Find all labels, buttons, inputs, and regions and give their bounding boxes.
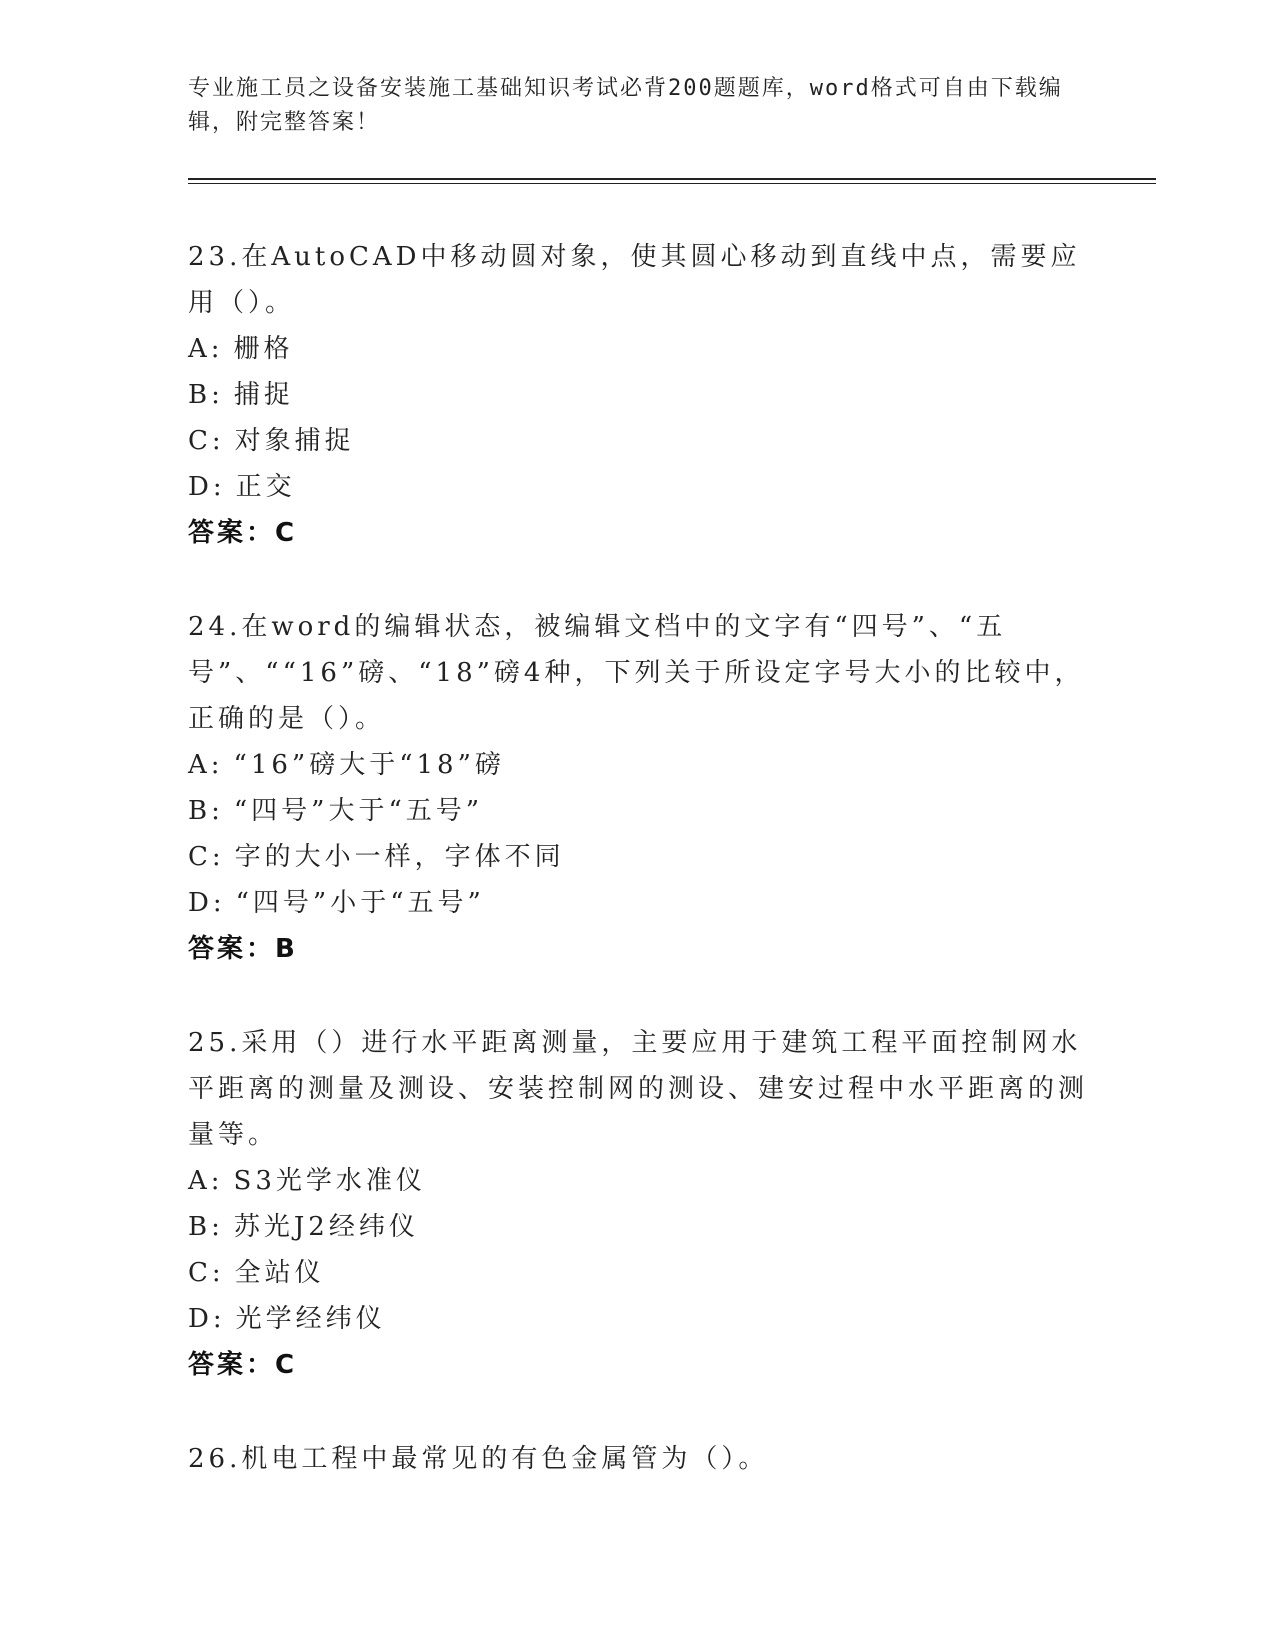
option-text: “四号”大于“五号”	[233, 796, 484, 826]
option-b	[188, 372, 1088, 418]
option-key: D:	[188, 472, 226, 502]
option-text: 正交	[235, 472, 296, 502]
option-key: D:	[188, 1304, 226, 1334]
option-text: “16”磅大于“18”磅	[233, 750, 505, 780]
option-b	[188, 1204, 1088, 1250]
question-24	[188, 604, 1088, 972]
header-divider-thin	[188, 183, 1156, 184]
option-key: B:	[188, 1212, 224, 1242]
question-list	[188, 234, 1088, 1530]
header-divider-thick	[188, 178, 1156, 180]
option-a	[188, 742, 1088, 788]
option-text: 全站仪	[234, 1258, 325, 1288]
option-c	[188, 834, 1088, 880]
option-key: D:	[188, 888, 226, 918]
question-25	[188, 1020, 1088, 1388]
option-a	[188, 1158, 1088, 1204]
question-stem: 25.采用（）进行水平距离测量，主要应用于建筑工程平面控制网水平距离的测量及测设、安装控制网的测设、建安过程中水平距离的测量等。	[188, 1028, 1089, 1150]
question-stem: 23.在AutoCAD中移动圆对象，使其圆心移动到直线中点，需要应用（）。	[188, 242, 1081, 318]
option-text: “四号”小于“五号”	[235, 888, 485, 918]
option-a	[188, 326, 1088, 372]
option-key: C:	[188, 842, 225, 872]
answer-line: 答案：B	[188, 934, 298, 964]
option-key: C:	[188, 426, 225, 456]
option-text: 对象捕捉	[234, 426, 355, 456]
document-header: 专业施工员之设备安装施工基础知识考试必背200题题库，word格式可自由下载编辑，附完整答案！	[188, 76, 1063, 135]
question-stem: 26.机电工程中最常见的有色金属管为（）。	[188, 1444, 769, 1474]
option-d	[188, 1296, 1088, 1342]
option-text: 捕捉	[233, 380, 294, 410]
option-b	[188, 788, 1088, 834]
option-c	[188, 1250, 1088, 1296]
option-text: 苏光J2经纬仪	[233, 1212, 419, 1242]
option-text: 光学经纬仪	[235, 1304, 386, 1334]
option-text: S3光学水准仪	[233, 1166, 426, 1196]
question-stem: 24.在word的编辑状态，被编辑文档中的文字有“四号”、“五号”、““16”磅、“18”磅4种，下列关于所设定字号大小的比较中，正确的是（）。	[188, 612, 1085, 734]
option-key: A:	[188, 334, 224, 364]
answer-line: 答案：C	[188, 1350, 298, 1380]
question-23	[188, 234, 1088, 556]
option-key: B:	[188, 796, 224, 826]
option-d	[188, 880, 1088, 926]
option-c	[188, 418, 1088, 464]
option-key: C:	[188, 1258, 225, 1288]
option-text: 字的大小一样，字体不同	[234, 842, 565, 872]
option-key: B:	[188, 380, 224, 410]
question-26	[188, 1436, 1088, 1482]
option-d	[188, 464, 1088, 510]
answer-line: 答案：C	[188, 518, 298, 548]
option-key: A:	[188, 1166, 224, 1196]
option-key: A:	[188, 750, 224, 780]
option-text: 栅格	[233, 334, 294, 364]
